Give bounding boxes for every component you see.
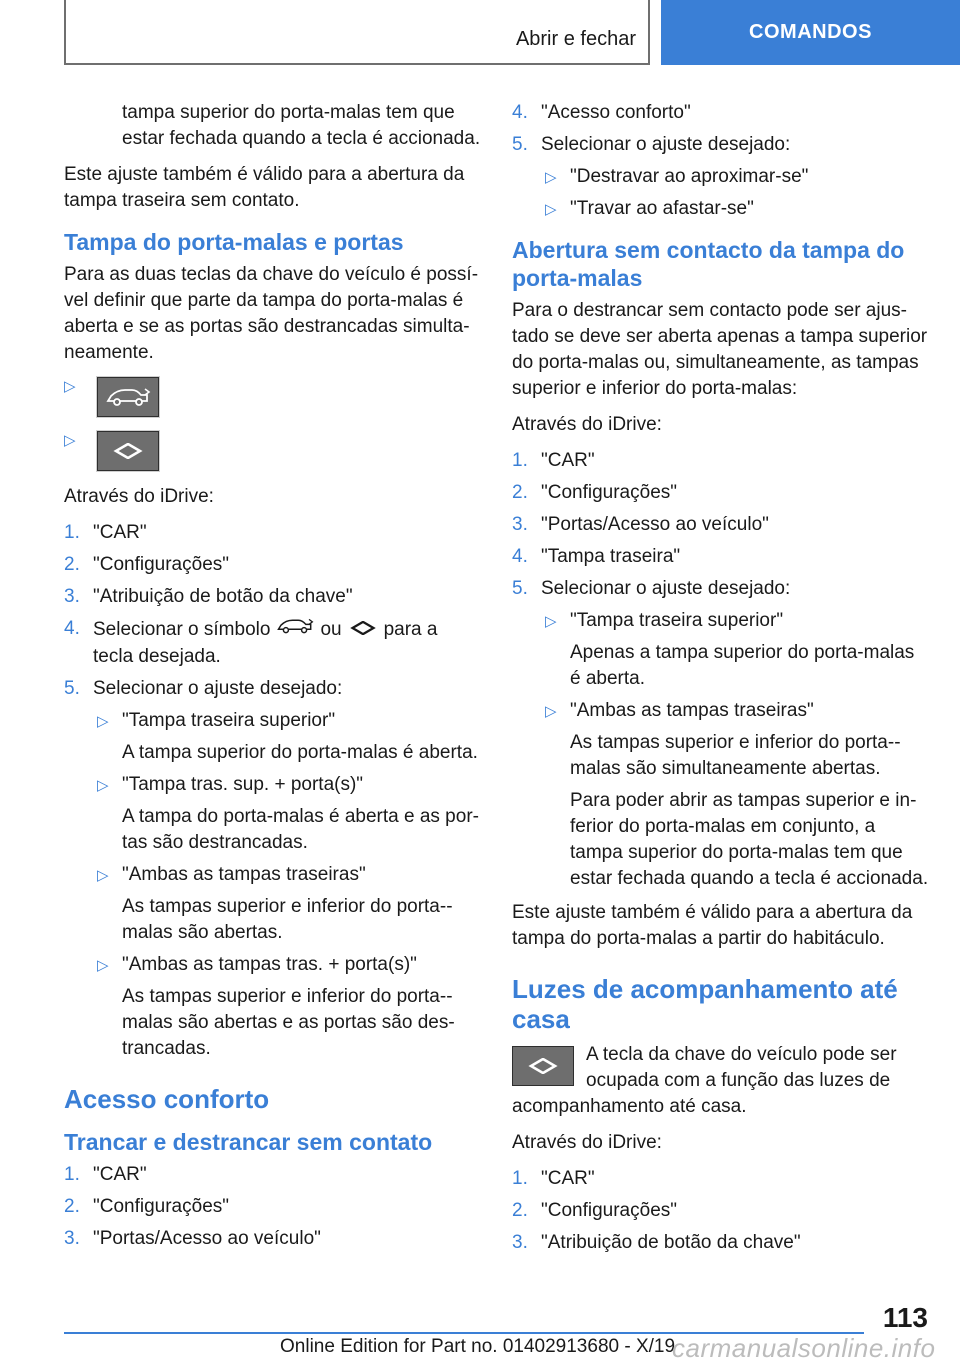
sub-item-title: "Ambas as tampas traseiras" xyxy=(122,864,366,885)
step-text: "CAR" xyxy=(93,1164,147,1185)
sub-item-title: "Ambas as tampas tras. + porta(s)" xyxy=(122,954,417,975)
diamond-icon xyxy=(113,443,143,459)
step-text: "Acesso conforto" xyxy=(541,102,691,123)
list-item xyxy=(64,616,482,670)
diamond-key-icon xyxy=(96,430,160,472)
sub-item xyxy=(541,698,930,892)
diamond-key-icon xyxy=(512,1046,574,1086)
list-item xyxy=(512,480,930,506)
step-text: Selecionar o ajuste desejado: xyxy=(541,578,791,599)
sub-item xyxy=(541,164,930,190)
sub-item xyxy=(93,862,482,946)
list-item xyxy=(512,1166,930,1192)
car-trunk-icon xyxy=(105,386,151,408)
list-item xyxy=(64,584,482,610)
key-option-diamond xyxy=(64,430,482,472)
chapter-label: COMANDOS xyxy=(749,21,872,43)
step-number: 2. xyxy=(512,482,528,503)
car-trunk-key-icon xyxy=(96,376,160,418)
right-column xyxy=(512,100,930,1264)
step-text: "Portas/Acesso ao veículo" xyxy=(541,514,769,535)
sub-item-desc: As tampas superior e inferior do porta--malas são simultaneamente abertas. xyxy=(570,732,901,779)
step-text: Selecionar o ajuste desejado: xyxy=(541,134,791,155)
header-rule-bottom xyxy=(64,63,650,65)
list-item xyxy=(64,676,482,1062)
sub-item-desc: As tampas superior e inferior do porta--malas são abertas. xyxy=(122,896,453,943)
step-text: "Atribuição de botão da chave" xyxy=(541,1232,801,1253)
header-chapter-tab xyxy=(661,0,960,65)
via-idrive-2: Através do iDrive: xyxy=(512,1132,662,1153)
triangle-right-icon: ▷ xyxy=(545,169,557,186)
step-text: "Portas/Acesso ao veículo" xyxy=(93,1228,321,1249)
header-section-title: Abrir e fechar xyxy=(515,28,636,50)
sub-item-title: "Ambas as tampas traseiras" xyxy=(570,700,814,721)
step-text: "CAR" xyxy=(541,1168,595,1189)
sub-item-title: "Tampa tras. sup. + porta(s)" xyxy=(122,774,364,795)
paragraph-valid-right: Este ajuste também é válido para a abertura da tampa do porta-malas a partir do habitáculo. xyxy=(512,902,913,949)
paragraph-continued: tampa superior do porta-malas tem que estar fechada quando a tecla é accionada. xyxy=(122,102,481,149)
step-number: 3. xyxy=(64,586,80,607)
sub-item-title: "Tampa traseira superior" xyxy=(122,710,336,731)
step-text: "Atribuição de botão da chave" xyxy=(93,586,353,607)
step-number: 2. xyxy=(64,1196,80,1217)
triangle-right-icon: ▷ xyxy=(97,957,109,974)
diamond-icon xyxy=(528,1058,558,1074)
step-text-or: ou xyxy=(320,619,342,641)
key-option-car xyxy=(64,376,482,418)
triangle-right-icon: ▷ xyxy=(545,613,557,630)
list-item xyxy=(512,576,930,892)
step-text: "Configurações" xyxy=(93,1196,230,1217)
step-number: 3. xyxy=(512,514,528,535)
triangle-right-icon: ▷ xyxy=(64,432,76,449)
sub-item xyxy=(541,608,930,692)
steps-list-right-3 xyxy=(512,1166,930,1256)
step-text: Selecionar o ajuste desejado: xyxy=(93,678,343,699)
steps-list-right xyxy=(512,100,930,222)
list-item xyxy=(512,132,930,222)
sub-item xyxy=(93,952,482,1062)
step-number: 2. xyxy=(64,554,80,575)
heading-acesso: Acesso conforto xyxy=(64,1084,270,1114)
sub-list xyxy=(541,164,930,222)
step-text: "Configurações" xyxy=(93,554,230,575)
car-trunk-icon xyxy=(276,616,314,644)
step-number: 4. xyxy=(512,102,528,123)
list-item xyxy=(64,1162,482,1188)
triangle-right-icon: ▷ xyxy=(97,713,109,730)
page-number: 113 xyxy=(882,1302,928,1333)
steps-list-left xyxy=(64,520,482,1062)
watermark-logo: carmanualsonline.info xyxy=(672,1333,936,1363)
list-item xyxy=(512,544,930,570)
triangle-right-icon: ▷ xyxy=(545,703,557,720)
sub-item-desc: A tampa superior do porta-malas é aberta. xyxy=(122,742,478,763)
paragraph-luzes: A tecla da chave do veículo pode ser ocupada com a função das luzes de acompanhamento até casa. xyxy=(512,1044,897,1117)
header-rule-left xyxy=(64,0,66,64)
triangle-right-icon: ▷ xyxy=(97,867,109,884)
step-text: "CAR" xyxy=(93,522,147,543)
sub-list xyxy=(541,608,930,892)
step-number: 2. xyxy=(512,1200,528,1221)
list-item xyxy=(64,1194,482,1220)
step-number: 5. xyxy=(64,678,80,699)
list-item xyxy=(64,520,482,546)
step-number: 4. xyxy=(64,618,80,639)
heading-tampa: Tampa do porta-malas e portas xyxy=(64,229,404,255)
sub-item-desc: Apenas a tampa superior do porta-malas é aberta. xyxy=(570,642,915,689)
sub-item xyxy=(93,708,482,766)
step-text: "Tampa traseira" xyxy=(541,546,681,567)
step-number: 4. xyxy=(512,546,528,567)
sub-item xyxy=(93,772,482,856)
step-text: "CAR" xyxy=(541,450,595,471)
triangle-right-icon: ▷ xyxy=(545,201,557,218)
sub-item-title: "Destravar ao aproximar-se" xyxy=(570,166,809,187)
heading-luzes: Luzes de acompanhamento até casa xyxy=(512,974,898,1034)
list-item xyxy=(512,448,930,474)
list-item xyxy=(512,512,930,538)
via-idrive: Através do iDrive: xyxy=(512,414,662,435)
header-rule-right xyxy=(648,0,650,64)
paragraph-tampa: Para as duas teclas da chave do veículo é possível definir que parte da tampa do porta-malas é aberta e se as portas são destrancadas simultaneamente. xyxy=(64,264,479,363)
list-item xyxy=(512,100,930,126)
step-text-post: para a tecla desejada. xyxy=(93,619,438,667)
step-number: 1. xyxy=(64,1164,80,1185)
triangle-right-icon: ▷ xyxy=(64,378,76,395)
sub-item xyxy=(541,196,930,222)
triangle-right-icon: ▷ xyxy=(97,777,109,794)
step-number: 1. xyxy=(512,1168,528,1189)
step-number: 1. xyxy=(512,450,528,471)
via-idrive: Através do iDrive: xyxy=(64,486,214,507)
step-text: "Configurações" xyxy=(541,1200,678,1221)
step-number: 5. xyxy=(512,134,528,155)
step-text: Selecionar o símbolo xyxy=(93,619,271,641)
steps-list-left-2 xyxy=(64,1162,482,1252)
paragraph-valid: Este ajuste também é válido para a abertura da tampa traseira sem contato. xyxy=(64,164,465,211)
heading-trancar: Trancar e destrancar sem contato xyxy=(64,1129,433,1155)
diamond-icon xyxy=(348,617,378,643)
sub-item-desc: A tampa do porta-malas é aberta e as portas são destrancadas. xyxy=(122,806,479,853)
sub-item-title: "Tampa traseira superior" xyxy=(570,610,784,631)
step-number: 5. xyxy=(512,578,528,599)
steps-list-right-2 xyxy=(512,448,930,892)
luzes-block xyxy=(512,1042,930,1120)
step-number: 3. xyxy=(512,1232,528,1253)
list-item xyxy=(512,1230,930,1256)
step-text: "Configurações" xyxy=(541,482,678,503)
left-column xyxy=(64,100,482,1260)
sub-list xyxy=(93,708,482,1062)
heading-abertura: Abertura sem contacto da tampa do porta-malas xyxy=(512,237,905,291)
sub-item-desc: As tampas superior e inferior do porta--malas são abertas e as portas são destrancadas. xyxy=(122,986,455,1059)
sub-item-title: "Travar ao afastar-se" xyxy=(570,198,754,219)
sub-item-desc: Para poder abrir as tampas superior e inferior do porta-malas em conjunto, a tampa superior do porta-malas tem que estar fechada quando a tecla é accionada. xyxy=(570,790,929,889)
paragraph-abertura: Para o destrancar sem contacto pode ser ajustado se deve ser aberta apenas a tampa superior do porta-malas ou, simultaneamente, as tampas superior e inferior do porta-malas: xyxy=(512,300,928,399)
step-number: 3. xyxy=(64,1228,80,1249)
footer-edition: Online Edition for Part no. 01402913680 - X/19 xyxy=(280,1336,676,1357)
list-item xyxy=(512,1198,930,1224)
step-number: 1. xyxy=(64,522,80,543)
list-item xyxy=(64,552,482,578)
list-item xyxy=(64,1226,482,1252)
